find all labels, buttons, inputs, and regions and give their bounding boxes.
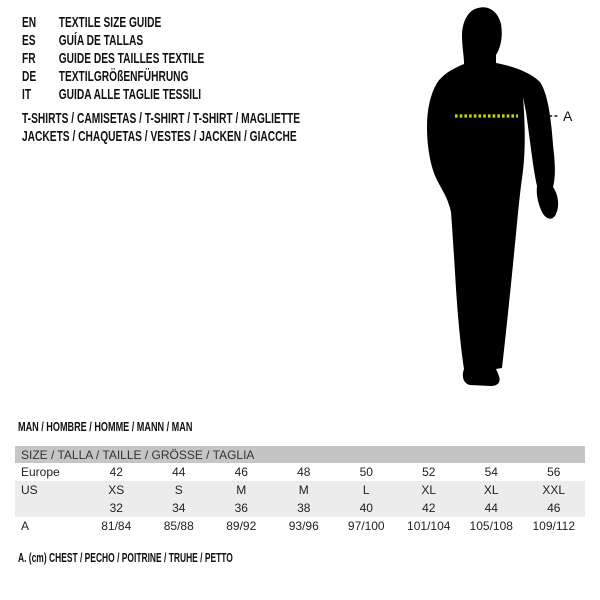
table-row-europe <box>15 463 585 481</box>
language-row-en <box>22 13 422 31</box>
language-row-es <box>22 31 422 49</box>
size-value: 97/100 <box>347 519 385 533</box>
language-code: ES <box>22 31 36 49</box>
row-label: A <box>21 519 30 533</box>
row-label: US <box>21 483 38 497</box>
size-value: 56 <box>547 465 561 479</box>
man-silhouette-shape <box>427 7 558 386</box>
measurement-footnote: A. (cm) CHEST / PECHO / POITRINE / TRUHE / PETTO <box>18 549 233 565</box>
size-value: L <box>362 483 370 497</box>
size-value: 52 <box>422 465 436 479</box>
size-value: 34 <box>172 501 186 515</box>
size-value: XL <box>421 483 437 497</box>
size-value: 101/104 <box>407 519 451 533</box>
size-value: 42 <box>422 501 436 515</box>
size-value: M <box>236 483 247 497</box>
size-value: 93/96 <box>288 519 319 533</box>
size-value: 50 <box>359 465 373 479</box>
language-title: GUIDE DES TAILLES TEXTILE <box>58 49 205 67</box>
row-label: Europe <box>21 465 60 479</box>
category-tshirts: T-SHIRTS / CAMISETAS / T-SHIRT / T-SHIRT / MAGLIETTE <box>22 109 301 127</box>
size-value: XL <box>483 483 499 497</box>
size-value: XXL <box>542 483 566 497</box>
table-row-chest-cm <box>15 517 585 535</box>
size-value: 85/88 <box>163 519 194 533</box>
size-value: 42 <box>109 465 123 479</box>
size-value: 105/108 <box>469 519 513 533</box>
size-value: 81/84 <box>101 519 132 533</box>
size-value: S <box>174 483 183 497</box>
language-code: EN <box>22 13 37 31</box>
size-value: 54 <box>484 465 498 479</box>
category-jackets: JACKETS / CHAQUETAS / VESTES / JACKEN / GIACCHE <box>22 127 297 145</box>
size-value: 44 <box>484 501 498 515</box>
man-silhouette-svg <box>400 0 600 400</box>
man-silhouette-figure <box>400 0 600 400</box>
language-title: GUIDA ALLE TAGLIE TESSILI <box>58 85 202 103</box>
size-value: 109/112 <box>532 519 575 533</box>
measure-label-a: A <box>563 108 573 124</box>
category-block <box>22 109 431 145</box>
size-value: 46 <box>234 465 248 479</box>
section-heading-man: MAN / HOMBRE / HOMME / MANN / MAN <box>18 418 193 434</box>
language-title: TEXTILE SIZE GUIDE <box>58 13 162 31</box>
size-value: 32 <box>109 501 123 515</box>
size-table-header-label: SIZE / TALLA / TAILLE / GRÖSSE / TAGLIA <box>21 447 255 462</box>
size-value: 36 <box>234 501 248 515</box>
size-value: 89/92 <box>226 519 257 533</box>
language-row-de <box>22 67 422 85</box>
size-value: 40 <box>359 501 373 515</box>
size-value: XS <box>108 483 125 497</box>
language-title: GUÍA DE TALLAS <box>58 31 144 49</box>
language-row-it <box>22 85 422 103</box>
size-value: M <box>298 483 309 497</box>
language-row-fr <box>22 49 422 67</box>
language-code: FR <box>22 49 36 67</box>
size-value: 46 <box>547 501 561 515</box>
size-value: 44 <box>172 465 186 479</box>
language-title: TEXTILGRÖßENFÜHRUNG <box>58 67 189 85</box>
table-row-us-numbers <box>15 499 585 517</box>
table-row-us-letters <box>15 481 585 499</box>
language-list <box>22 13 422 103</box>
size-value: 48 <box>297 465 311 479</box>
size-table-header <box>15 446 585 463</box>
language-code: DE <box>22 67 37 85</box>
size-table <box>15 446 585 535</box>
language-code: IT <box>22 85 32 103</box>
size-value: 38 <box>297 501 311 515</box>
